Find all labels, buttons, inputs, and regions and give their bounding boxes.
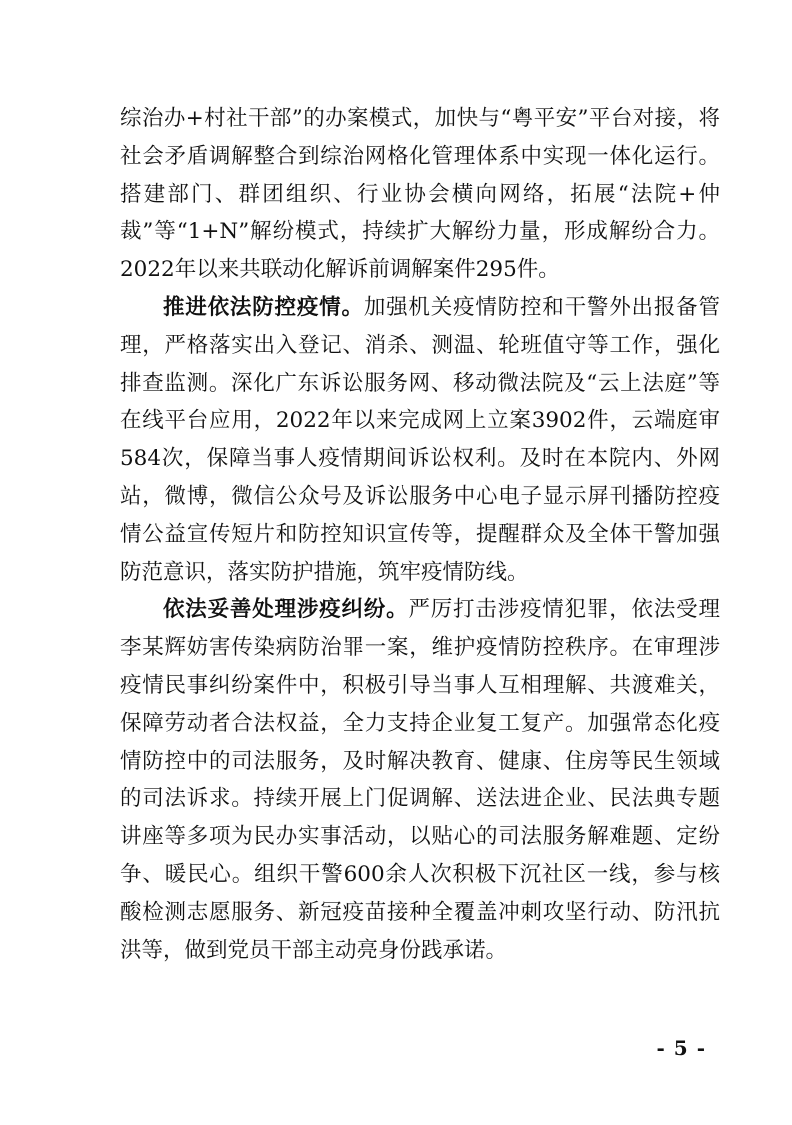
paragraph-epidemic-disputes bbox=[120, 591, 720, 969]
page-number: - 5 - bbox=[656, 1036, 706, 1060]
paragraph-heading: 依法妥善处理涉疫纠纷。 bbox=[163, 597, 409, 623]
paragraph-text: 严厉打击涉疫情犯罪，依法受理李某辉妨害传染病防治罪一案，维护疫情防控秩序。在审理涉疫情民事纠纷案件中，积极引导当事人互相理解、共渡难关，保障劳动者合法权益，全力支持企业复工复产。加强常态化疫情防控中的司法服务，及时解决教育、健康、住房等民生领域的司法诉求。持续开展上门促调解、送法进企业、民法典专题讲座等多项为民办实事活动，以贴心的司法服务解难题、定纷争、暖民心。组织干警600余人次积极下沉社区一线，参与核酸检测志愿服务、新冠疫苗接种全覆盖冲刺攻坚行动、防汛抗洪等，做到党员干部主动亮身份践承诺。 bbox=[120, 597, 720, 963]
paragraph-text: 综治办+村社干部”的办案模式，加快与“粤平安”平台对接，将社会矛盾调解整合到综治网格化管理体系中实现一体化运行。搭建部门、群团组织、行业协会横向网络，拓展“法院+仲裁”等“1+N”解纷模式，持续扩大解纷力量，形成解纷合力。2022年以来共联动化解诉前调解案件295件。 bbox=[120, 106, 720, 283]
paragraph-epidemic-control bbox=[120, 289, 720, 591]
paragraph-text: 加强机关疫情防控和干警外出报备管理，严格落实出入登记、消杀、测温、轮班值守等工作，强化排查监测。深化广东诉讼服务网、移动微法院及“云上法庭”等在线平台应用，2022年以来完成网上立案3902件，云端庭审584次，保障当事人疫情期间诉讼权利。及时在本院内、外网站，微博，微信公众号及诉讼服务中心电子显示屏刊播防控疫情公益宣传短片和防控知识宣传等，提醒群众及全体干警加强防范意识，落实防护措施，筑牢疫情防线。 bbox=[120, 294, 720, 585]
body-text bbox=[120, 100, 720, 969]
paragraph-continuation bbox=[120, 100, 720, 289]
paragraph-heading: 推进依法防控疫情。 bbox=[163, 294, 364, 320]
